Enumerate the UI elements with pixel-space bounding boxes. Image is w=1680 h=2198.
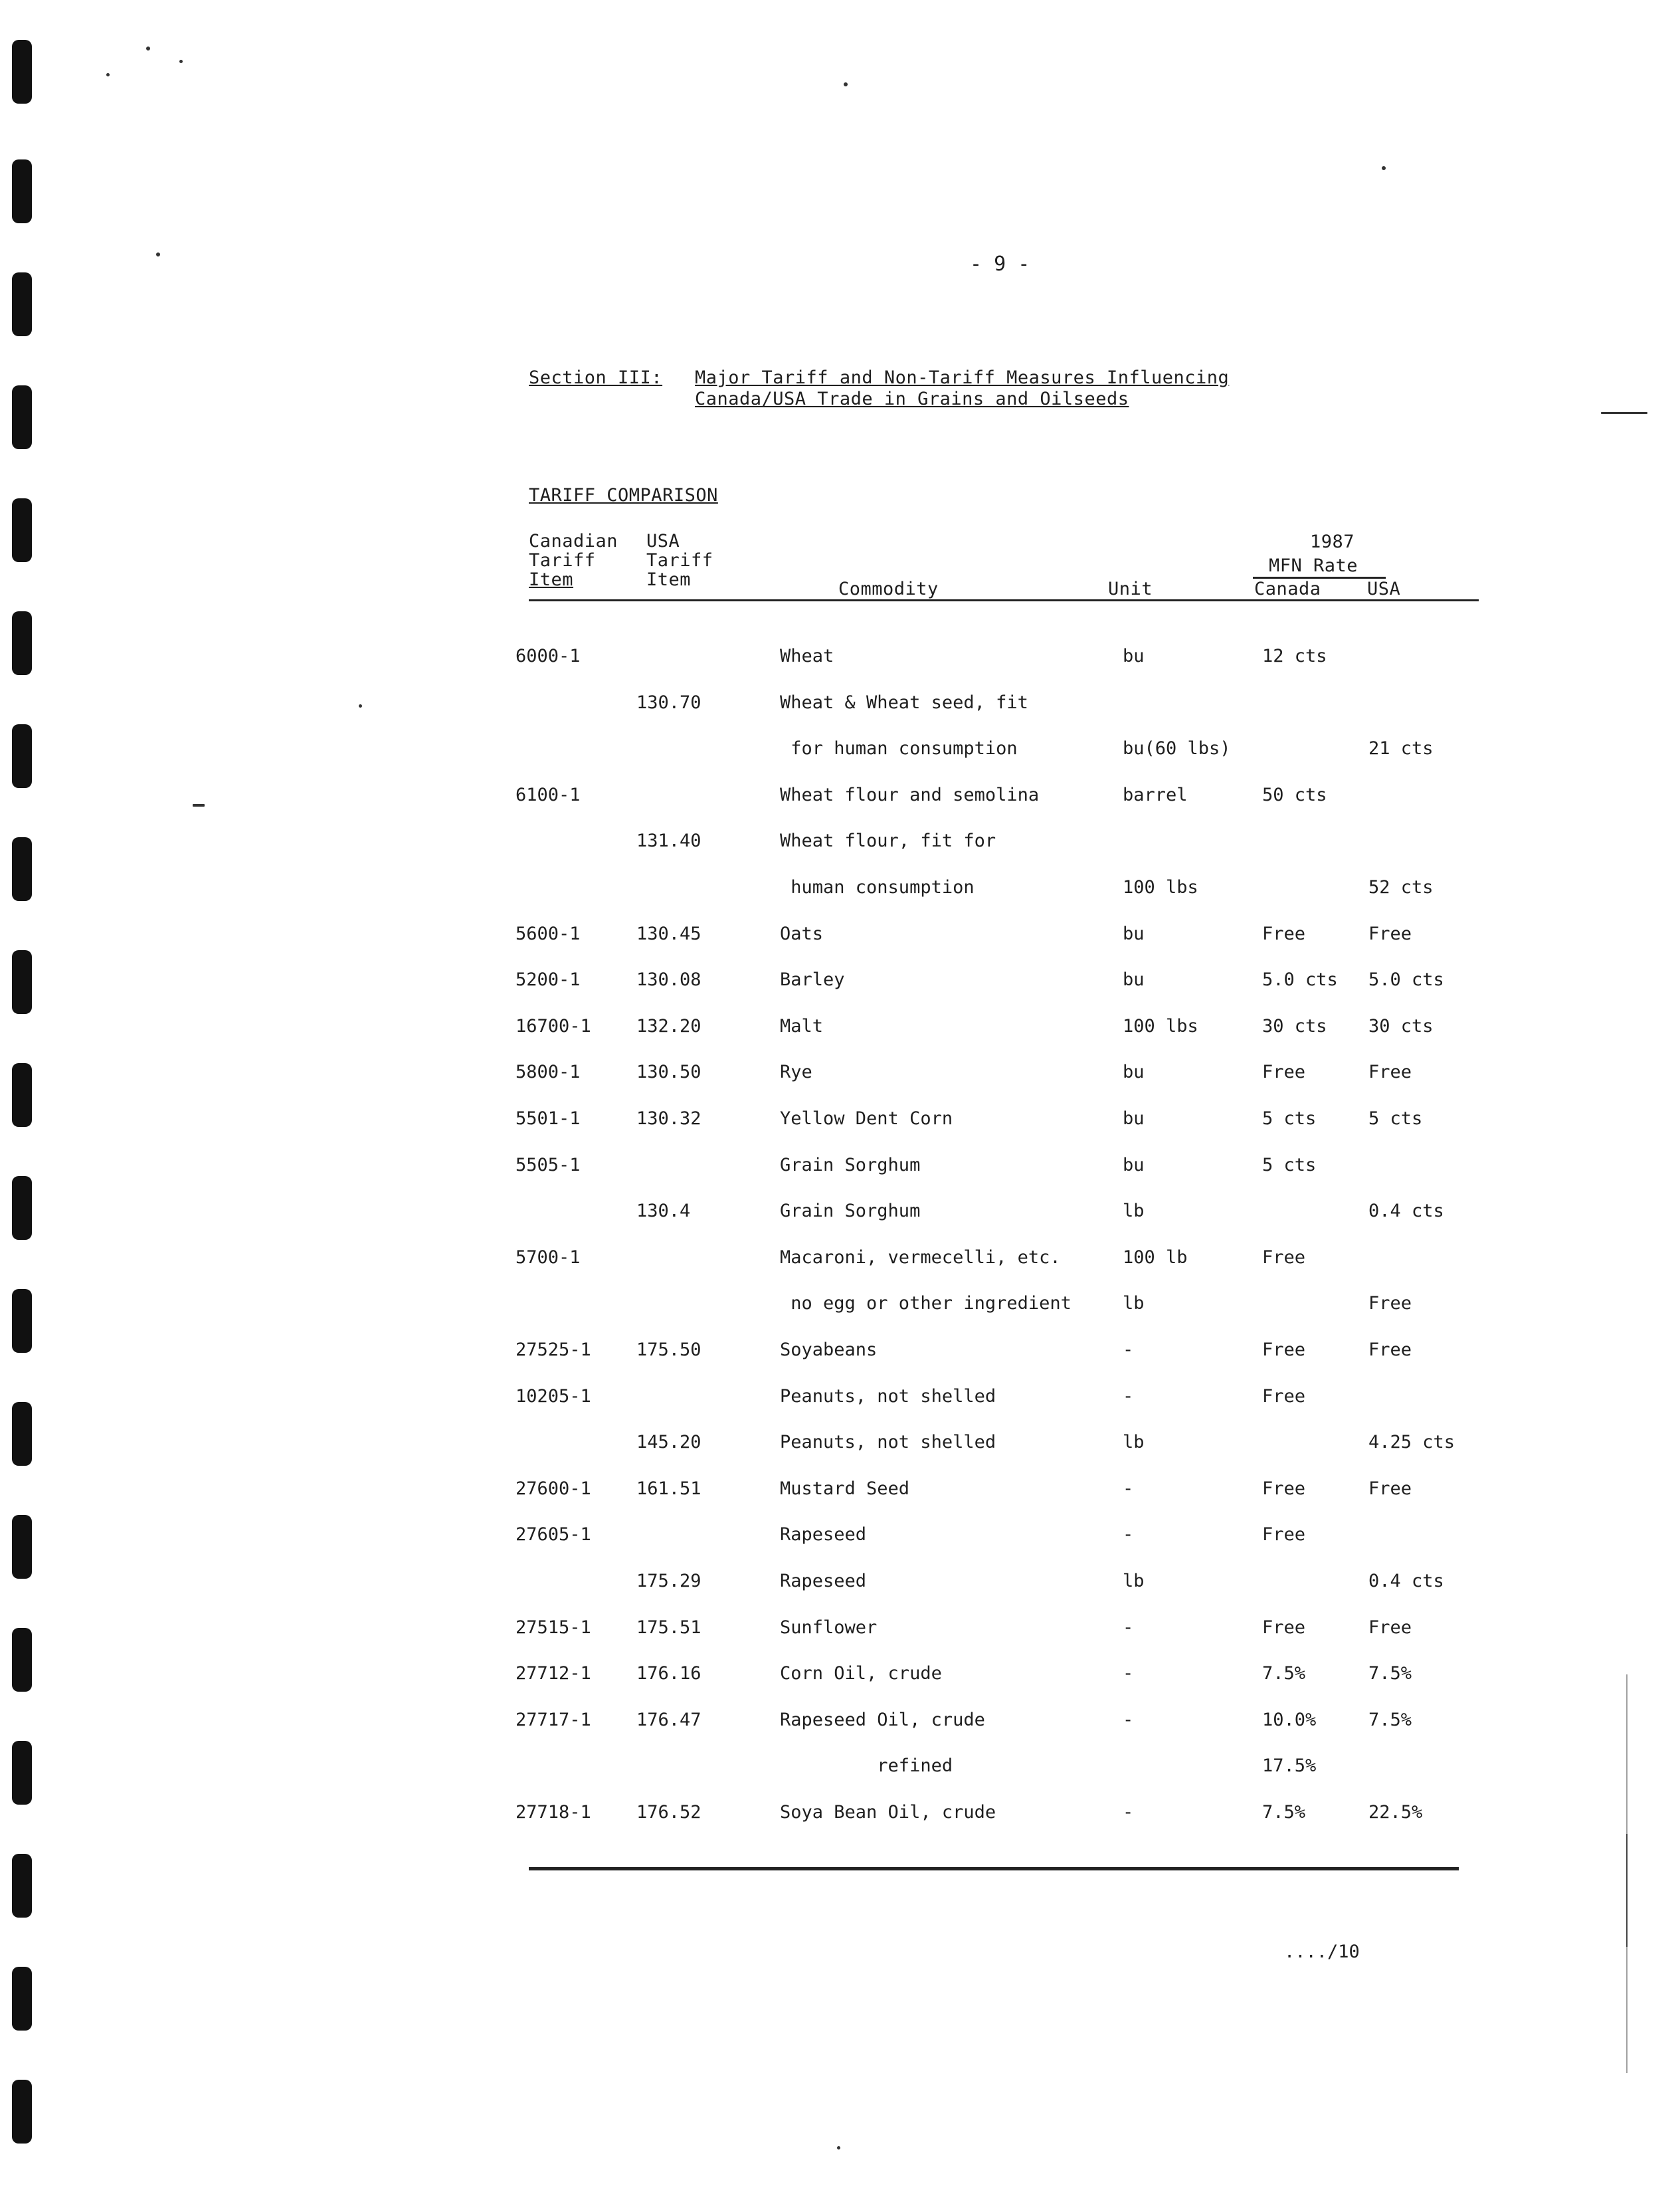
unit: barrel: [1123, 785, 1188, 805]
rate-usa: 7.5%: [1368, 1663, 1412, 1684]
scan-speck: [1382, 166, 1386, 170]
table-row: [0, 1478, 1680, 1525]
rate-canada: 7.5%: [1262, 1663, 1306, 1684]
rate-canada: Free: [1262, 1386, 1306, 1407]
usa-tariff-item: 130.32: [636, 1108, 701, 1129]
punch-hole: [12, 40, 32, 104]
header-rule: [529, 599, 1479, 601]
punch-hole: [12, 1967, 32, 2031]
rate-canada: 5 cts: [1262, 1155, 1317, 1175]
usa-tariff-item: 175.29: [636, 1571, 701, 1591]
canadian-tariff-item: 6000-1: [515, 646, 581, 666]
unit: -: [1123, 1710, 1134, 1730]
rate-canada: Free: [1262, 1617, 1306, 1638]
table-row: [0, 1710, 1680, 1756]
rate-usa: Free: [1368, 924, 1412, 944]
usa-tariff-item: 130.08: [636, 969, 701, 990]
punch-hole: [12, 1854, 32, 1918]
table-row: [0, 969, 1680, 1016]
punch-hole: [12, 272, 32, 336]
commodity: Wheat flour and semolina: [780, 785, 1040, 805]
scan-speck: [146, 47, 150, 50]
commodity: Grain Sorghum: [780, 1201, 921, 1221]
rate-canada: Free: [1262, 1524, 1306, 1545]
usa-tariff-item: 176.16: [636, 1663, 701, 1684]
rate-usa: 30 cts: [1368, 1016, 1434, 1037]
rate-usa: 5 cts: [1368, 1108, 1423, 1129]
rate-canada: 5.0 cts: [1262, 969, 1338, 990]
unit: lb: [1123, 1293, 1145, 1314]
page-number: - 9 -: [970, 252, 1030, 276]
commodity: Grain Sorghum: [780, 1155, 921, 1175]
table-row: [0, 1524, 1680, 1571]
canadian-tariff-item: 6100-1: [515, 785, 581, 805]
canadian-tariff-item: 27718-1: [515, 1802, 591, 1823]
table-row: [0, 877, 1680, 924]
rate-usa: 0.4 cts: [1368, 1571, 1444, 1591]
rate-canada: 5 cts: [1262, 1108, 1317, 1129]
commodity: Malt: [780, 1016, 824, 1037]
commodity: Mustard Seed: [780, 1478, 910, 1499]
rate-canada: Free: [1262, 924, 1306, 944]
commodity: Wheat flour, fit for: [780, 831, 996, 851]
usa-tariff-item: 132.20: [636, 1016, 701, 1037]
section-title: [695, 367, 1229, 410]
usa-tariff-item: 130.45: [636, 924, 701, 944]
table-row: [0, 1247, 1680, 1294]
header-canadian-tariff-item: [529, 532, 618, 589]
unit: bu: [1123, 1062, 1145, 1082]
table-row: [0, 1062, 1680, 1108]
table-row: [0, 785, 1680, 831]
canadian-tariff-item: 5600-1: [515, 924, 581, 944]
rate-usa: Free: [1368, 1617, 1412, 1638]
commodity: Macaroni, vermecelli, etc.: [780, 1247, 1061, 1268]
usa-tariff-item: 175.50: [636, 1340, 701, 1360]
unit: lb: [1123, 1201, 1145, 1221]
commodity: Oats: [780, 924, 824, 944]
commodity: Rapeseed: [780, 1571, 867, 1591]
rate-usa: 52 cts: [1368, 877, 1434, 898]
rate-canada: Free: [1262, 1062, 1306, 1082]
scan-speck: [837, 2146, 840, 2149]
canadian-tariff-item: 10205-1: [515, 1386, 591, 1407]
unit: -: [1123, 1478, 1134, 1499]
canadian-tariff-item: 27525-1: [515, 1340, 591, 1360]
header-text: Canadian: [529, 531, 618, 551]
commodity: Barley: [780, 969, 845, 990]
header-rate-canada: Canada: [1254, 579, 1321, 599]
canadian-tariff-item: 5800-1: [515, 1062, 581, 1082]
rate-usa: 5.0 cts: [1368, 969, 1444, 990]
punch-hole: [12, 385, 32, 449]
table-row: [0, 1755, 1680, 1802]
usa-tariff-item: 130.4: [636, 1201, 691, 1221]
commodity: Peanuts, not shelled: [780, 1386, 996, 1407]
table-row: [0, 1340, 1680, 1386]
scan-speck: [844, 82, 848, 86]
scan-speck: [1601, 412, 1647, 414]
table-row: [0, 1617, 1680, 1664]
section-label: Section III:: [529, 367, 663, 388]
unit: -: [1123, 1386, 1134, 1407]
section-title-line-1: Major Tariff and Non-Tariff Measures Influencing: [695, 367, 1230, 388]
commodity: refined: [780, 1755, 953, 1776]
unit: 100 lbs: [1123, 877, 1198, 898]
header-unit: Unit: [1108, 579, 1153, 599]
canadian-tariff-item: 5501-1: [515, 1108, 581, 1129]
header-text: Item: [646, 569, 692, 590]
commodity: Soyabeans: [780, 1340, 878, 1360]
rate-usa: 0.4 cts: [1368, 1201, 1444, 1221]
canadian-tariff-item: 5505-1: [515, 1155, 581, 1175]
header-text: USA: [646, 531, 680, 551]
rate-usa: Free: [1368, 1478, 1412, 1499]
unit: bu: [1123, 1155, 1145, 1175]
canadian-tariff-item: 5200-1: [515, 969, 581, 990]
usa-tariff-item: 131.40: [636, 831, 701, 851]
rate-usa: 22.5%: [1368, 1802, 1423, 1823]
unit: bu(60 lbs): [1123, 738, 1231, 759]
usa-tariff-item: 161.51: [636, 1478, 701, 1499]
commodity: for human consumption: [780, 738, 1018, 759]
punch-hole: [12, 159, 32, 223]
canadian-tariff-item: 27717-1: [515, 1710, 591, 1730]
header-text: Tariff: [646, 550, 713, 571]
commodity: Yellow Dent Corn: [780, 1108, 953, 1129]
commodity: Corn Oil, crude: [780, 1663, 942, 1684]
rate-usa: 4.25 cts: [1368, 1432, 1455, 1452]
table-row: [0, 692, 1680, 739]
header-commodity: Commodity: [838, 579, 939, 599]
canadian-tariff-item: 27712-1: [515, 1663, 591, 1684]
header-year: 1987: [1310, 532, 1355, 552]
commodity: Rapeseed: [780, 1524, 867, 1545]
punch-hole: [12, 2080, 32, 2144]
commodity: Soya Bean Oil, crude: [780, 1802, 996, 1823]
commodity: Sunflower: [780, 1617, 878, 1638]
table-row: [0, 831, 1680, 877]
rate-canada: Free: [1262, 1247, 1306, 1268]
scan-speck: [156, 252, 160, 256]
commodity: no egg or other ingredient: [780, 1293, 1072, 1314]
table-title: TARIFF COMPARISON: [529, 485, 718, 506]
table-row: [0, 1571, 1680, 1617]
header-mfn-rate: MFN Rate: [1269, 555, 1358, 576]
table-bottom-rule: [529, 1867, 1459, 1870]
table-row: [0, 1016, 1680, 1062]
usa-tariff-item: 176.52: [636, 1802, 701, 1823]
unit: -: [1123, 1524, 1134, 1545]
unit: -: [1123, 1617, 1134, 1638]
punch-hole: [12, 498, 32, 562]
rate-canada: 30 cts: [1262, 1016, 1327, 1037]
rate-usa: Free: [1368, 1062, 1412, 1082]
canadian-tariff-item: 27515-1: [515, 1617, 591, 1638]
rate-usa: Free: [1368, 1293, 1412, 1314]
scan-speck: [106, 73, 110, 76]
table-row: [0, 1432, 1680, 1478]
rate-usa: 7.5%: [1368, 1710, 1412, 1730]
commodity: Rapeseed Oil, crude: [780, 1710, 985, 1730]
table-row: [0, 1155, 1680, 1201]
canadian-tariff-item: 27600-1: [515, 1478, 591, 1499]
unit: bu: [1123, 969, 1145, 990]
commodity: Rye: [780, 1062, 812, 1082]
canadian-tariff-item: 27605-1: [515, 1524, 591, 1545]
rate-canada: 7.5%: [1262, 1802, 1306, 1823]
table-row: [0, 738, 1680, 785]
rate-usa: Free: [1368, 1340, 1412, 1360]
header-text: Item: [529, 569, 574, 590]
header-text: Tariff: [529, 550, 596, 571]
rate-canada: Free: [1262, 1340, 1306, 1360]
table-row: [0, 924, 1680, 970]
usa-tariff-item: 176.47: [636, 1710, 701, 1730]
unit: -: [1123, 1340, 1134, 1360]
unit: -: [1123, 1663, 1134, 1684]
unit: lb: [1123, 1571, 1145, 1591]
canadian-tariff-item: 5700-1: [515, 1247, 581, 1268]
table-row: [0, 1802, 1680, 1848]
header-usa-tariff-item: [646, 532, 713, 589]
usa-tariff-item: 145.20: [636, 1432, 701, 1452]
commodity: Wheat & Wheat seed, fit: [780, 692, 1028, 713]
table-row: [0, 646, 1680, 692]
table-row: [0, 1386, 1680, 1433]
canadian-tariff-item: 16700-1: [515, 1016, 591, 1037]
section-title-line-2: Canada/USA Trade in Grains and Oilseeds: [695, 389, 1129, 409]
continuation-marker: ..../10: [1284, 1942, 1360, 1962]
rate-canada: 12 cts: [1262, 646, 1327, 666]
scan-edge-line: [1626, 1834, 1628, 1947]
rate-canada: 17.5%: [1262, 1755, 1317, 1776]
unit: bu: [1123, 646, 1145, 666]
header-rate-usa: USA: [1367, 579, 1401, 599]
table-row: [0, 1663, 1680, 1710]
rate-canada: Free: [1262, 1478, 1306, 1499]
rate-canada: 50 cts: [1262, 785, 1327, 805]
unit: bu: [1123, 924, 1145, 944]
unit: lb: [1123, 1432, 1145, 1452]
rate-usa: 21 cts: [1368, 738, 1434, 759]
commodity: Peanuts, not shelled: [780, 1432, 996, 1452]
unit: 100 lb: [1123, 1247, 1188, 1268]
usa-tariff-item: 130.70: [636, 692, 701, 713]
rate-canada: 10.0%: [1262, 1710, 1317, 1730]
table-row: [0, 1108, 1680, 1155]
unit: 100 lbs: [1123, 1016, 1198, 1037]
commodity: Wheat: [780, 646, 834, 666]
commodity: human consumption: [780, 877, 975, 898]
scan-speck: [179, 60, 183, 63]
table-row: [0, 1293, 1680, 1340]
unit: -: [1123, 1802, 1134, 1823]
usa-tariff-item: 175.51: [636, 1617, 701, 1638]
table-row: [0, 1201, 1680, 1247]
unit: bu: [1123, 1108, 1145, 1129]
usa-tariff-item: 130.50: [636, 1062, 701, 1082]
